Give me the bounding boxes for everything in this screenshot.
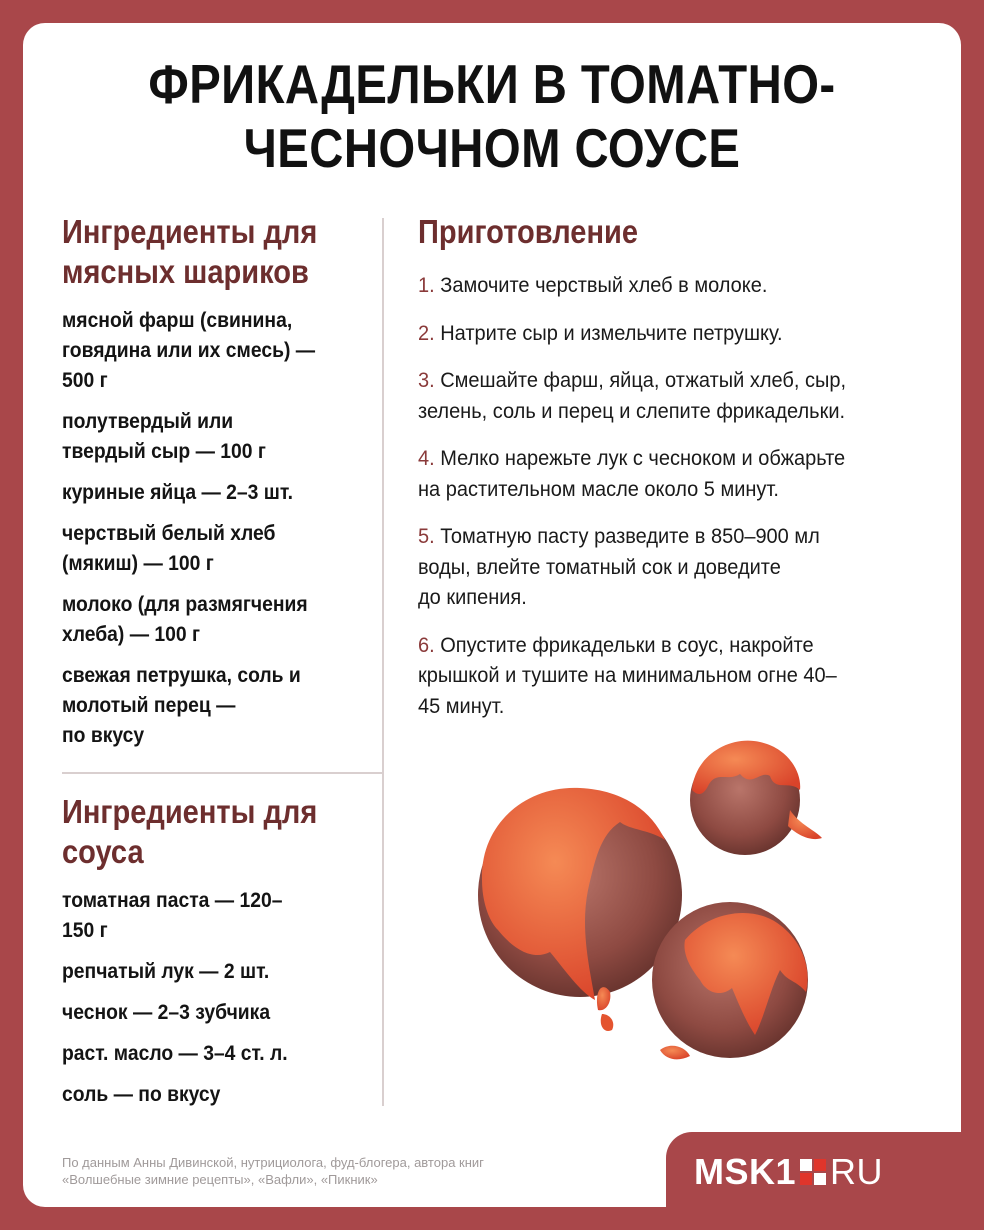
ingredient-item: репчатый лук — 2 шт. (62, 960, 270, 983)
step-item (418, 365, 902, 426)
section-divider (62, 772, 384, 774)
logo-squares-icon (800, 1159, 826, 1185)
logo-text-ru: RU (830, 1151, 884, 1192)
ingredient-item: полутвердый или твердый сыр — 100 г (62, 410, 266, 463)
ingredient-item: черствый белый хлеб (мякиш) — 100 г (62, 522, 276, 575)
step-item (418, 521, 902, 613)
step-number: 6. (418, 632, 435, 657)
meatball-small (690, 741, 822, 855)
sauce-drop (601, 1014, 614, 1031)
ingredient-item: мясной фарш (свинина, говядина или их смесь) — 500 г (62, 309, 316, 392)
step-item (418, 318, 902, 349)
ingredient-item: молоко (для размягчения хлеба) — 100 г (62, 593, 308, 646)
ingredient-item: раст. масло — 3–4 ст. л. (62, 1042, 288, 1065)
logo-text-msk1: MSK1 (694, 1151, 797, 1192)
step-text: Томатную пасту разведите в 850–900 мл воды, влейте томатный сок и доведите до кипения. (418, 524, 820, 609)
step-text: Опустите фрикадельки в соус, накройте крышкой и тушите на минимальном огне 40– 45 минут. (418, 632, 837, 718)
sauce-ingredients-list (62, 886, 362, 1110)
sauce-ingredients-section (62, 792, 362, 1121)
step-item (418, 270, 902, 301)
preparation-section (418, 212, 938, 738)
step-number: 4. (418, 446, 435, 470)
meat-ingredients-list (62, 306, 362, 751)
meat-ingredients-section (62, 212, 362, 762)
step-text: Мелко нарежьте лук с чесноком и обжарьте на растительном масле около 5 минут. (418, 446, 846, 501)
meatballs-illustration (470, 730, 840, 1090)
column-divider (382, 218, 384, 1106)
meatball-large (478, 788, 682, 1010)
meat-ingredients-heading: Ингредиенты для мясных шариков (62, 213, 318, 290)
step-text: Замочите черствый хлеб в молоке. (440, 273, 768, 297)
preparation-heading: Приготовление (418, 213, 638, 250)
preparation-steps (418, 270, 938, 721)
page-title (69, 52, 915, 180)
step-text: Смешайте фарш, яйца, отжатый хлеб, сыр, зелень, соль и перец и слепите фрикадельки. (418, 368, 847, 423)
sauce-ingredients-heading: Ингредиенты для соуса (62, 793, 318, 870)
step-item (418, 630, 902, 722)
source-note: По данным Анны Дивинской, нутрициолога, фуд-блогера, автора книг «Волшебные зимние рецепты», «Вафли», «Пикник» (62, 1155, 484, 1187)
title-line-2: ЧЕСНОЧНОМ СОУСЕ (243, 117, 741, 179)
ingredient-item: свежая петрушка, соль и молотый перец — по вкусу (62, 664, 301, 747)
step-number: 1. (418, 273, 435, 297)
msk1-logo[interactable] (694, 1150, 883, 1194)
step-number: 2. (418, 320, 435, 345)
step-item (418, 443, 902, 504)
title-line-1: ФРИКАДЕЛЬКИ В ТОМАТНО- (148, 53, 836, 115)
step-number: 5. (418, 524, 435, 548)
ingredient-item: соль — по вкусу (62, 1083, 221, 1106)
step-text: Натрите сыр и измельчите петрушку. (440, 320, 783, 345)
ingredient-item: куриные яйца — 2–3 шт. (62, 481, 294, 504)
step-number: 3. (418, 368, 435, 392)
ingredient-item: томатная паста — 120– 150 г (62, 889, 283, 942)
meatball-medium (652, 902, 808, 1059)
ingredient-item: чеснок — 2–3 зубчика (62, 1001, 271, 1024)
